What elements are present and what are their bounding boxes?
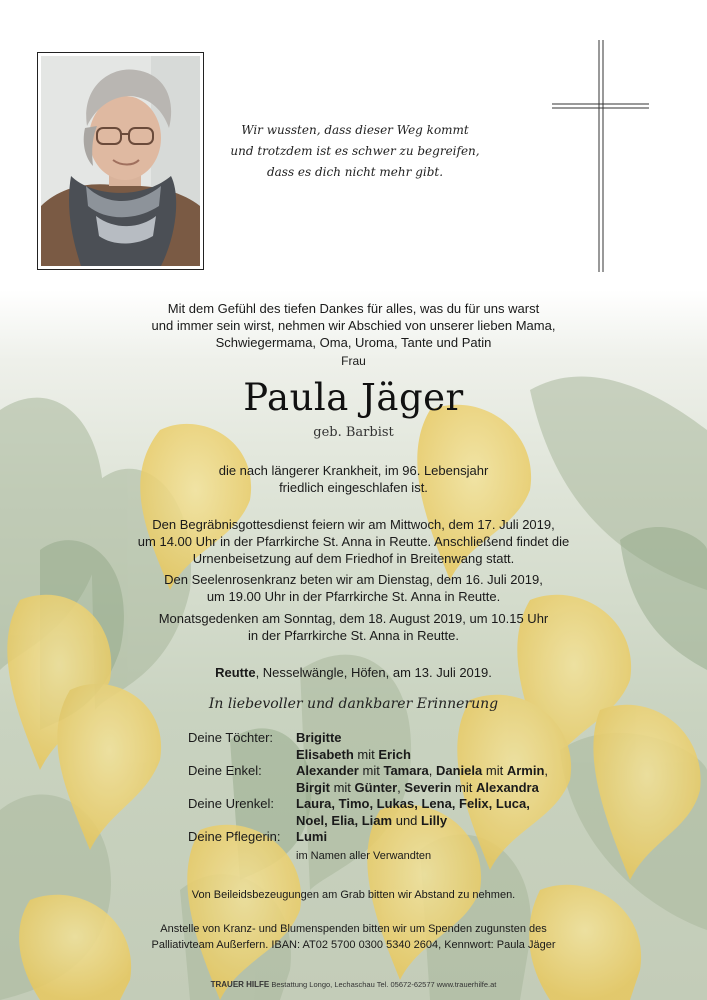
grandchild-2: Daniela xyxy=(436,763,483,778)
daughter-2: Elisabeth xyxy=(296,746,354,762)
quote-line-3: dass es dich nicht mehr gibt. xyxy=(266,165,444,179)
intro-line-4: Frau xyxy=(341,354,366,368)
footer-text: Bestattung Longo, Lechaschau Tel. 05672-62577 www.trauerhilfe.at xyxy=(271,980,497,989)
footer xyxy=(0,980,707,989)
place-date-rest: , Nesselwängle, Höfen, am 13. Juli 2019. xyxy=(255,665,492,680)
family-row-carer xyxy=(188,829,626,846)
funeral-line-2: um 14.00 Uhr in der Pfarrkirche St. Anna in Reutte. Anschließend findet die xyxy=(137,534,570,549)
separator: , xyxy=(544,763,549,778)
grandchild-2-partner: Armin xyxy=(506,763,545,778)
rosary-line-1: Den Seelenrosenkranz beten wir am Dienstag, dem 16. Juli 2019, xyxy=(164,572,543,587)
deceased-name: Paula Jäger xyxy=(243,376,464,419)
great-grandchildren-line-1: Laura, Timo, Lukas, Lena, Felix, Luca, xyxy=(296,796,530,811)
daughter-1: Brigitte xyxy=(296,730,342,745)
with-word: mit xyxy=(362,763,380,778)
with-word: mit xyxy=(485,763,504,778)
grandchild-4-partner: Alexandra xyxy=(475,779,539,795)
carer-name: Lumi xyxy=(296,829,328,844)
family-list xyxy=(188,730,626,864)
monthly-line-1: Monatsgedenken am Sonntag, dem 18. August 2019, um 10.15 Uhr xyxy=(158,611,549,626)
grandchildren-label: Deine Enkel: xyxy=(188,763,262,778)
with-word: mit xyxy=(455,779,473,795)
separator: , xyxy=(428,763,436,778)
funeral-line-1: Den Begräbnisgottesdienst feiern wir am Mittwoch, dem 17. Juli 2019, xyxy=(152,517,555,532)
family-row-relatives xyxy=(188,848,626,865)
intro-line-1: Mit dem Gefühl des tiefen Dankes für alles, was du für uns warst xyxy=(167,301,540,316)
memory-line: In liebevoller und dankbarer Erinnerung xyxy=(208,696,499,712)
family-row-daughters-2 xyxy=(188,747,626,764)
rosary-line-2: um 19.00 Uhr in der Pfarrkirche St. Anna in Reutte. xyxy=(206,589,501,604)
carer-label: Deine Pflegerin: xyxy=(188,829,281,844)
relatives-note: im Namen aller Verwandten xyxy=(296,849,432,862)
grandchild-1-partner: Tamara xyxy=(383,763,429,778)
portrait-photo xyxy=(41,56,200,266)
grandchild-3: Birgit xyxy=(296,779,330,795)
footer-brand: TRAUER HILFE xyxy=(210,980,270,989)
condolence-note: Von Beileidsbezeugungen am Grab bitten wir Abstand zu nehmen. xyxy=(191,889,516,901)
family-row-great-grandchildren xyxy=(188,796,626,813)
quote-line-1: Wir wussten, dass dieser Weg kommt xyxy=(241,123,469,137)
memorial-quote xyxy=(210,120,500,183)
with-word: mit xyxy=(357,746,375,762)
portrait-photo-frame xyxy=(37,52,204,270)
daughters-label: Deine Töchter: xyxy=(188,730,274,745)
with-word: mit xyxy=(333,779,351,795)
grandchild-3-partner: Günter xyxy=(354,779,398,795)
donation-line-2: Palliativteam Außerfern. IBAN: AT02 5700 0300 5340 2604, Kennwort: Paula Jäger xyxy=(151,939,556,951)
cross-icon xyxy=(552,40,649,272)
and-word: und xyxy=(395,812,418,828)
separator: , xyxy=(397,779,405,795)
place-town: Reutte xyxy=(215,665,256,680)
family-row-grandchildren-2 xyxy=(188,780,626,797)
daughter-2-partner: Erich xyxy=(378,746,411,762)
place-date xyxy=(0,664,707,681)
quote-line-2: und trotzdem ist es schwer zu begreifen, xyxy=(230,144,480,158)
grandchild-4: Severin xyxy=(404,779,452,795)
family-row-daughters xyxy=(188,730,626,747)
grandchild-1: Alexander xyxy=(296,763,359,778)
donation-line-1: Anstelle von Kranz- und Blumenspenden bitten wir um Spenden zugunsten des xyxy=(160,923,547,935)
death-line-2: friedlich eingeschlafen ist. xyxy=(279,480,428,495)
portrait-illustration xyxy=(41,56,200,266)
funeral-line-3: Urnenbeisetzung auf dem Friedhof in Breitenwang statt. xyxy=(192,551,515,566)
great-grandchildren-line-2a: Noel, Elia, Liam xyxy=(296,812,393,828)
family-row-great-grandchildren-2 xyxy=(188,813,626,830)
death-line-1: die nach längerer Krankheit, im 96. Lebensjahr xyxy=(218,463,489,478)
intro-line-2: und immer sein wirst, nehmen wir Abschied von unserer lieben Mama, xyxy=(151,318,556,333)
intro-line-3: Schwiegermama, Oma, Uroma, Tante und Patin xyxy=(215,335,492,350)
great-grandchildren-line-2b: Lilly xyxy=(421,812,448,828)
monthly-line-2: in der Pfarrkirche St. Anna in Reutte. xyxy=(248,628,459,643)
birth-name: geb. Barbist xyxy=(313,425,394,440)
great-grandchildren-label: Deine Urenkel: xyxy=(188,796,274,811)
family-row-grandchildren xyxy=(188,763,626,780)
